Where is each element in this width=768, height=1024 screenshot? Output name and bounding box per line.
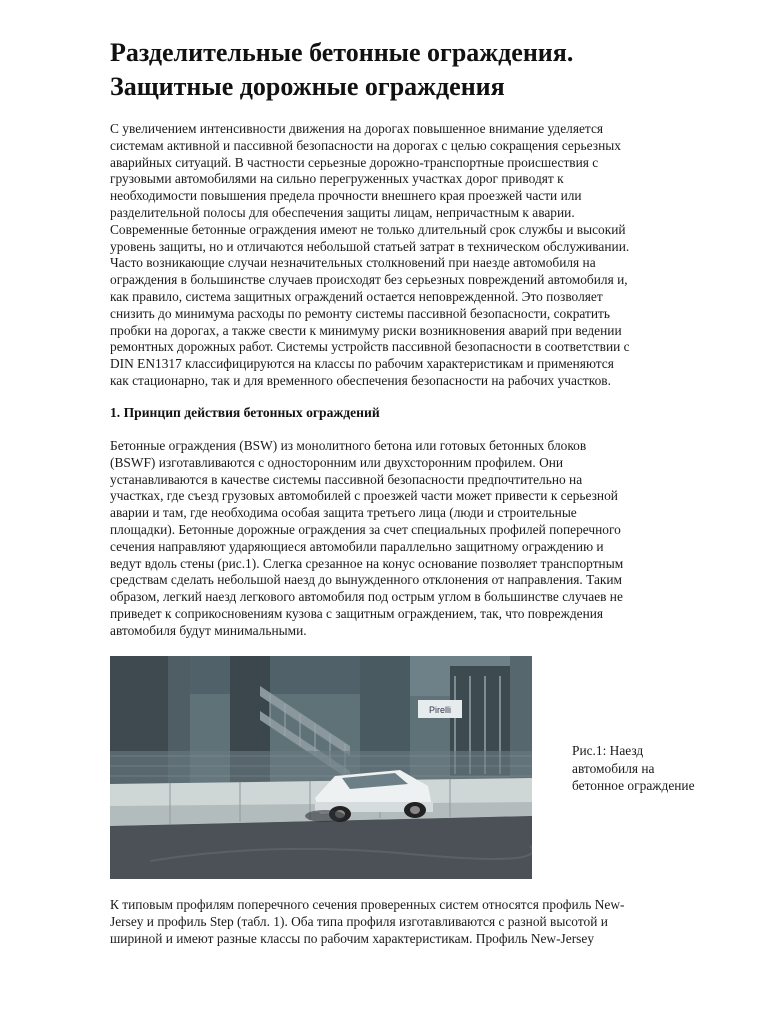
text-line: автомобиля будут минимальными. [110, 622, 307, 638]
intro-paragraph [110, 121, 720, 390]
text-line: участках, где съезд грузовых автомобилей с проезжей части может привести к серьезной [110, 488, 618, 504]
text-line: Современные бетонные ограждения имеют не только длительный срок службы и высокий [110, 221, 626, 237]
text-line: аварии и там, где необходима особая защита третьего лица (люди и строительные [110, 505, 577, 521]
text-line: необходимости повышения предела прочности внешнего края проезжей части или [110, 188, 582, 204]
sign-text: Pirelli [428, 705, 452, 715]
text-line: С увеличением интенсивности движения на дорогах повышенное внимание уделяется [110, 121, 604, 136]
text-line: системам активной и пассивной безопасности на дорогах с целью сокращения серьезных [110, 137, 621, 153]
text-line: шириной и имеют разные классы по рабочим характеристикам. Профиль New-Jersey [110, 930, 595, 946]
figure-caption [572, 742, 732, 795]
text-line: ведут вдоль стены (рис.1). Слегка срезанное на конус основание позволяет транспортным [110, 555, 624, 571]
caption-line: бетонное ограждение [572, 778, 695, 793]
caption-line: автомобиля на [572, 760, 655, 776]
text-line: как стационарно, так и для временного обеспечения безопасности на рабочих участков. [110, 372, 611, 388]
text-line: DIN EN1317 классифицируются на классы по рабочим характеристикам и применяются [110, 356, 614, 372]
text-line: пробки на дорогах, а также свести к минимуму риски возникновения аварий при ведении [110, 322, 622, 338]
page-title [110, 36, 730, 104]
text-line: Бетонные ограждения (BSW) из монолитного бетона или готовых бетонных блоков [110, 438, 587, 453]
crash-test-photo [110, 656, 532, 879]
text-line: приведет к соприкосновениям кузова с защитным ограждением, так, что повреждения [110, 605, 604, 621]
text-line: уровень защиты, но и отличаются небольшой статьей затрат в техническом обслуживании. [110, 238, 630, 254]
text-line: разделительной полосы для обеспечения защиты лицам, непричастным к аварии. [110, 204, 575, 220]
text-line: устанавливаются в качестве системы пассивной безопасности предпочтительно на [110, 471, 583, 487]
text-line: Jersey и профиль Step (табл. 1). Оба типа профиля изготавливаются с разной высотой и [110, 913, 608, 929]
text-line: ограждения в большинстве случаев происходят без серьезных повреждений автомобиля и, [110, 272, 628, 288]
title-line: Защитные дорожные ограждения [110, 72, 505, 101]
text-line: (BSWF) изготавливаются с односторонним или двухсторонним профилем. Они [110, 454, 564, 470]
text-line: сечения направляют ударяющиеся автомобили параллельно защитному ограждению и [110, 538, 604, 554]
text-line: снизить до минимума расходы по ремонту системы пассивной безопасности, сократить [110, 305, 610, 321]
text-line: площадки). Бетонные дорожные ограждения за счет специальных профилей поперечного [110, 521, 621, 537]
text-line: образом, легкий наезд легкового автомобиля под острым углом в большинстве случаев не [110, 589, 623, 605]
text-line: грузовыми автомобилями на сильно перегруженных участках дорог приводят к [110, 171, 564, 187]
title-line: Разделительные бетонные ограждения. [110, 38, 574, 67]
text-line: К типовым профилям поперечного сечения проверенных систем относятся профиль New- [110, 897, 625, 912]
text-line: аварийных ситуаций. В частности серьезные дорожно-транспортные происшествия с [110, 154, 599, 170]
text-line: Часто возникающие случаи незначительных столкновений при наезде автомобиля на [110, 255, 596, 271]
section-paragraph [110, 438, 720, 640]
section-heading: 1. Принцип действия бетонных ограждений [110, 405, 380, 420]
text-line: средствам сделать небольшой наезд до вынужденного отклонения от направления. Таким [110, 572, 623, 588]
caption-line: Рис.1: Наезд [572, 743, 644, 758]
closing-paragraph [110, 897, 720, 947]
text-line: ремонтных дорожных работ. Системы устройств пассивной безопасности в соответствии с [110, 339, 630, 355]
text-line: как правило, система защитных ограждений остается неповрежденной. Это позволяет [110, 288, 603, 304]
crash-test-illustration [110, 656, 532, 879]
